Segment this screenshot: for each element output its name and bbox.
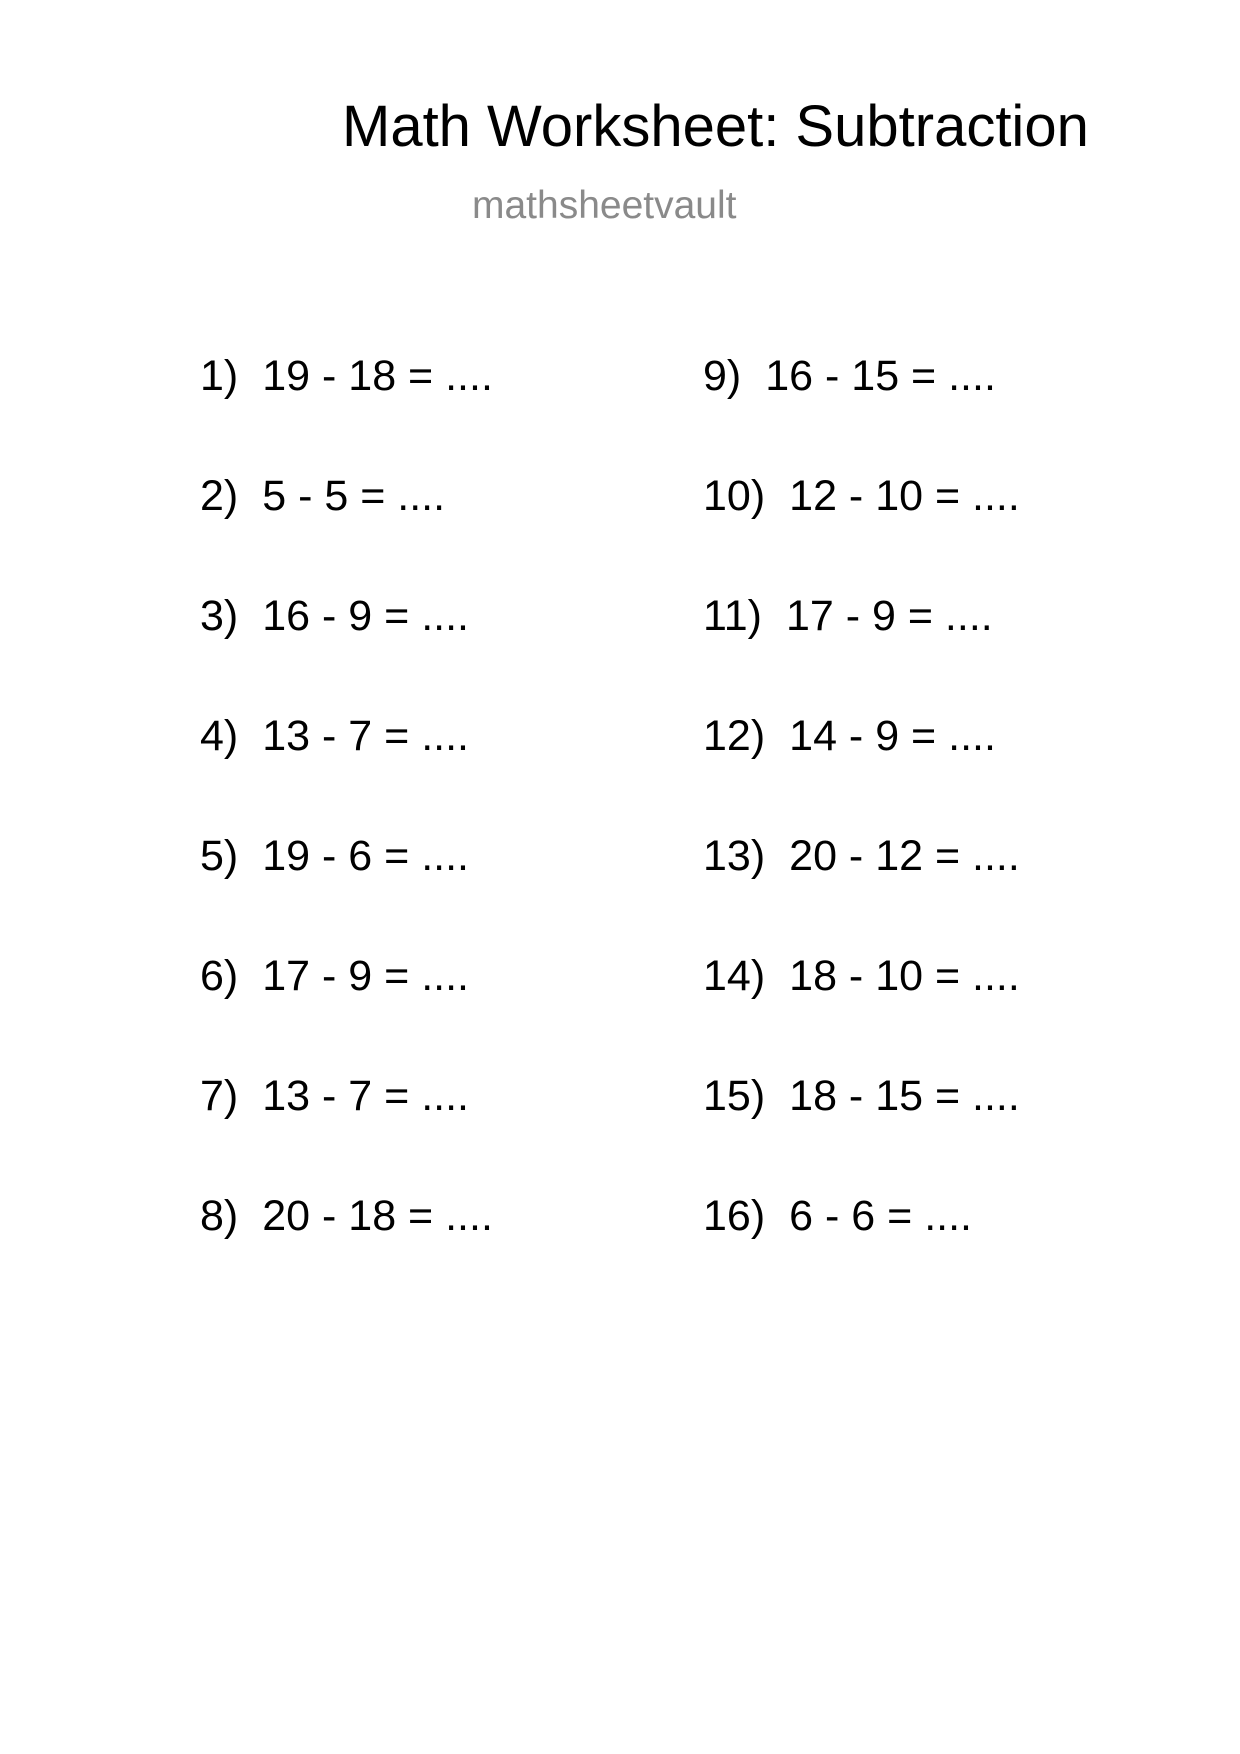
problem-number: 11) (703, 592, 762, 640)
problem-expression: 18 - 10 = .... (789, 952, 1020, 1000)
problem-item (703, 1192, 1020, 1315)
problem-item (200, 472, 493, 595)
problem-expression: 20 - 18 = .... (262, 1192, 493, 1240)
problem-expression: 19 - 18 = .... (262, 352, 493, 400)
problem-expression: 18 - 15 = .... (789, 1072, 1020, 1120)
problem-number: 7) (200, 1072, 239, 1120)
problem-expression: 20 - 12 = .... (789, 832, 1020, 880)
problem-item (200, 592, 493, 715)
problem-expression: 13 - 7 = .... (262, 1072, 469, 1120)
problem-item (200, 832, 493, 955)
problem-expression: 6 - 6 = .... (789, 1192, 972, 1240)
problem-expression: 16 - 15 = .... (765, 352, 996, 400)
problem-item (703, 952, 1020, 1075)
problem-number: 12) (703, 712, 766, 760)
problem-expression: 5 - 5 = .... (262, 472, 446, 520)
problem-expression: 12 - 10 = .... (789, 472, 1020, 520)
problem-item (200, 952, 493, 1075)
problem-number: 1) (200, 352, 239, 400)
problem-item (703, 832, 1020, 955)
problem-item (200, 1072, 493, 1195)
problem-number: 10) (703, 472, 766, 520)
problem-number: 8) (200, 1192, 239, 1240)
problem-number: 4) (200, 712, 239, 760)
problem-expression: 13 - 7 = .... (262, 712, 469, 760)
problem-number: 2) (200, 472, 239, 520)
problem-number: 9) (703, 352, 742, 400)
problem-item (703, 712, 1020, 835)
problem-item (200, 712, 493, 835)
problem-expression: 14 - 9 = .... (789, 712, 996, 760)
problem-item (703, 592, 1020, 715)
problem-item (703, 352, 1020, 475)
page-title: Math Worksheet: Subtraction (342, 94, 1089, 159)
site-name: mathsheetvault (472, 184, 737, 227)
problem-number: 15) (703, 1072, 766, 1120)
problem-item (703, 472, 1020, 595)
problem-column-left (200, 352, 493, 1315)
problem-column-right (703, 352, 1020, 1315)
problem-number: 13) (703, 832, 766, 880)
problem-number: 5) (200, 832, 239, 880)
problem-expression: 16 - 9 = .... (262, 592, 469, 640)
problem-item (200, 1192, 493, 1315)
problem-number: 14) (703, 952, 766, 1000)
problem-item (200, 352, 493, 475)
problem-expression: 17 - 9 = .... (262, 952, 469, 1000)
problem-number: 3) (200, 592, 239, 640)
problem-number: 6) (200, 952, 239, 1000)
problem-expression: 17 - 9 = .... (785, 592, 993, 640)
problem-number: 16) (703, 1192, 766, 1240)
problem-expression: 19 - 6 = .... (262, 832, 469, 880)
problem-item (703, 1072, 1020, 1195)
